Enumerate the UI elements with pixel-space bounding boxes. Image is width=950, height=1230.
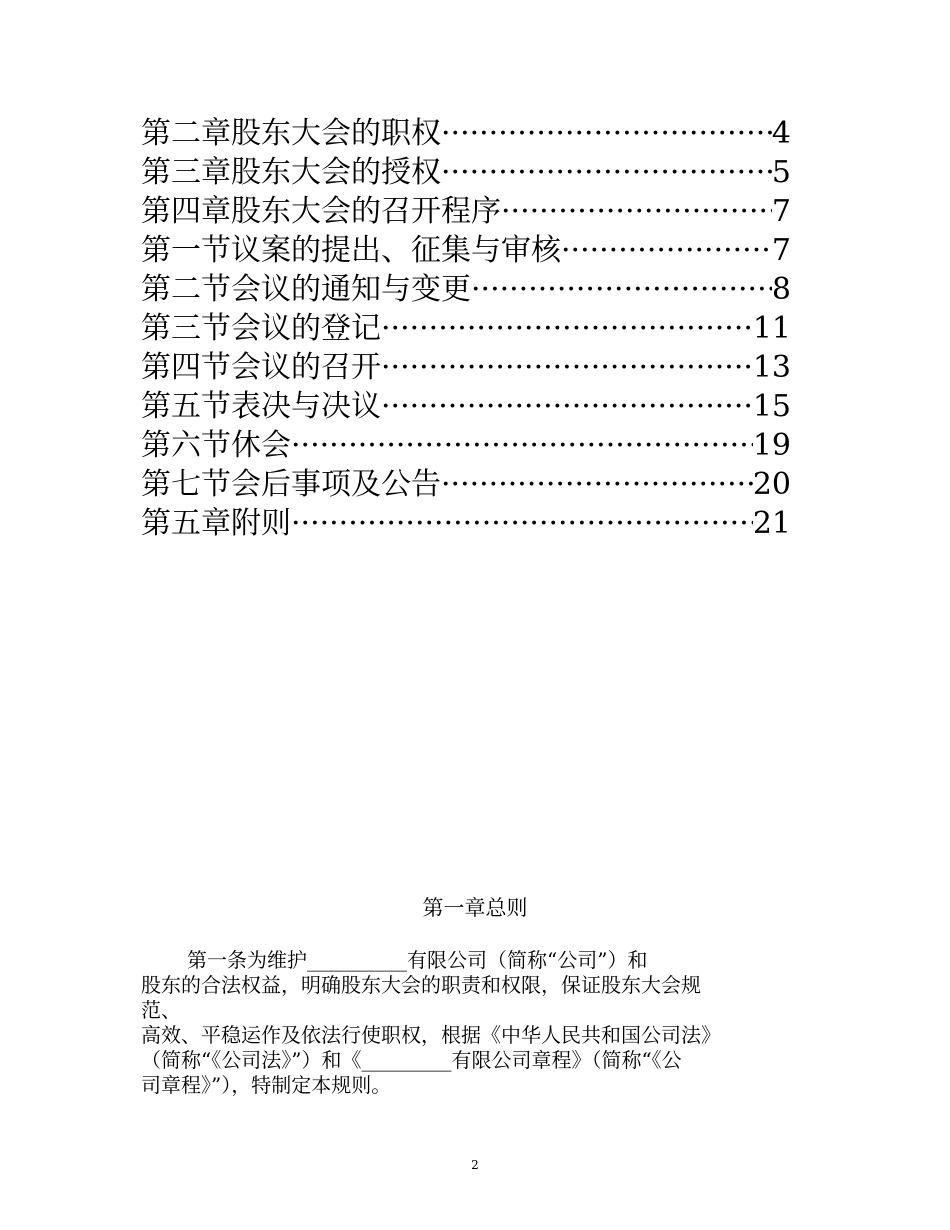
toc-page-number: 4 [771,116,791,151]
toc-entry[interactable] [141,192,791,231]
toc-page-number: 13 [752,350,791,385]
toc-leader-dots [501,192,772,231]
toc-entry[interactable] [141,231,791,270]
toc-entry[interactable] [141,504,791,543]
toc-title: 第四节会议的召开 [141,350,381,385]
paragraph-line: （简称“《公司法》”）和《_________有限公司章程》（简称“《公 [141,1048,682,1072]
toc-entry[interactable] [141,426,791,465]
toc-title: 第一节议案的提出、征集与审核 [141,233,561,268]
toc-title: 第七节会后事项及公告 [141,467,441,502]
toc-page-number: 5 [771,155,791,190]
toc-leader-dots [561,231,772,270]
chapter-heading: 第一章总则 [422,896,528,920]
toc-title: 第二节会议的通知与变更 [141,272,471,307]
paragraph-line: 第一条为维护__________有限公司（简称“公司”）和 [187,948,648,972]
paragraph-line: 高效、平稳运作及依法行使职权，根据《中华人民共和国公司法》 [141,1023,721,1047]
toc-title: 第六节休会 [141,428,291,463]
toc-title: 第五节表决与决议 [141,389,381,424]
paragraph-line: 范、 [141,998,181,1022]
toc-leader-dots [441,153,772,192]
page-number: 2 [471,1158,479,1172]
toc-entry[interactable] [141,153,791,192]
toc-title: 第二章股东大会的职权 [141,116,441,151]
toc-title: 第三节会议的登记 [141,311,381,346]
toc-leader-dots [381,348,753,387]
toc-page-number: 15 [752,389,791,424]
toc-leader-dots [291,426,753,465]
toc-entry[interactable] [141,270,791,309]
toc-page-number: 11 [752,311,791,346]
toc-page-number: 7 [771,194,791,229]
toc-page-number: 7 [771,233,791,268]
toc-leader-dots [291,504,753,543]
toc-title: 第五章附则 [141,506,291,541]
toc-page-number: 21 [752,506,791,541]
toc-entry[interactable] [141,465,791,504]
toc-leader-dots [471,270,772,309]
toc-entry[interactable] [141,387,791,426]
toc-leader-dots [381,309,753,348]
paragraph-line: 司章程》”），特制定本规则。 [141,1073,392,1097]
toc-entry[interactable] [141,114,791,153]
paragraph-line: 股东的合法权益，明确股东大会的职责和权限，保证股东大会规 [141,973,701,997]
toc-leader-dots [441,465,753,504]
toc-entry[interactable] [141,348,791,387]
toc-entry[interactable] [141,309,791,348]
toc-title: 第三章股东大会的授权 [141,155,441,190]
toc-leader-dots [441,114,772,153]
toc-page-number: 8 [771,272,791,307]
article-paragraph [141,948,813,1098]
toc-leader-dots [381,387,753,426]
toc-page-number: 20 [752,467,791,502]
table-of-contents [141,114,791,543]
toc-title: 第四章股东大会的召开程序 [141,194,501,229]
toc-page-number: 19 [752,428,791,463]
